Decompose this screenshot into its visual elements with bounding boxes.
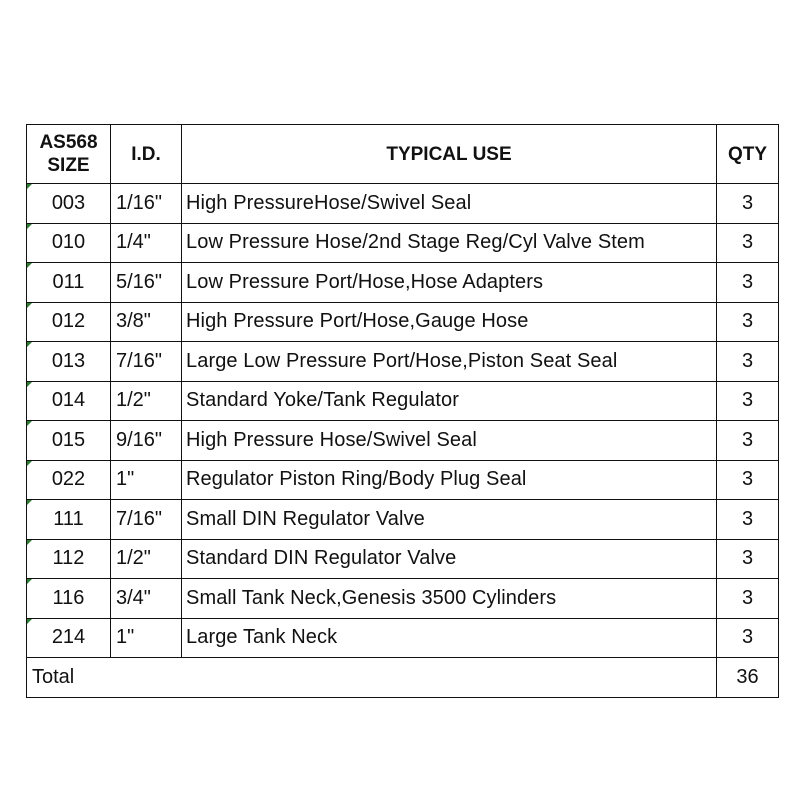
cell-size: 111 <box>27 500 111 540</box>
header-id: I.D. <box>111 125 182 184</box>
table-row <box>27 500 779 540</box>
cell-qty: 3 <box>717 460 779 500</box>
header-qty: QTY <box>717 125 779 184</box>
cell-typical-use: High Pressure Hose/Swivel Seal <box>182 421 717 461</box>
oring-size-table <box>26 124 779 698</box>
cell-qty: 3 <box>717 263 779 303</box>
cell-qty: 3 <box>717 342 779 382</box>
table-row <box>27 460 779 500</box>
cell-qty: 3 <box>717 223 779 263</box>
cell-typical-use: High Pressure Port/Hose,Gauge Hose <box>182 302 717 342</box>
table-row <box>27 263 779 303</box>
cell-size: 003 <box>27 184 111 224</box>
header-as568-size <box>27 125 111 184</box>
header-row <box>27 125 779 184</box>
cell-id: 1" <box>111 618 182 658</box>
cell-size: 214 <box>27 618 111 658</box>
cell-id: 3/4" <box>111 579 182 619</box>
cell-id: 5/16" <box>111 263 182 303</box>
cell-typical-use: Regulator Piston Ring/Body Plug Seal <box>182 460 717 500</box>
table-body <box>27 184 779 698</box>
cell-size: 012 <box>27 302 111 342</box>
cell-qty: 3 <box>717 421 779 461</box>
table-row <box>27 381 779 421</box>
cell-typical-use: Standard Yoke/Tank Regulator <box>182 381 717 421</box>
cell-id: 1" <box>111 460 182 500</box>
table-row <box>27 223 779 263</box>
cell-size: 022 <box>27 460 111 500</box>
table-row <box>27 539 779 579</box>
cell-id: 7/16" <box>111 500 182 540</box>
cell-id: 1/16" <box>111 184 182 224</box>
table-row <box>27 618 779 658</box>
cell-id: 7/16" <box>111 342 182 382</box>
header-size-line1: AS568 <box>39 132 98 153</box>
cell-typical-use: Small Tank Neck,Genesis 3500 Cylinders <box>182 579 717 619</box>
table-row <box>27 342 779 382</box>
cell-typical-use: Low Pressure Port/Hose,Hose Adapters <box>182 263 717 303</box>
cell-size: 011 <box>27 263 111 303</box>
cell-id: 1/2" <box>111 539 182 579</box>
cell-id: 9/16" <box>111 421 182 461</box>
cell-qty: 3 <box>717 381 779 421</box>
cell-qty: 3 <box>717 184 779 224</box>
cell-typical-use: High PressureHose/Swivel Seal <box>182 184 717 224</box>
cell-size: 116 <box>27 579 111 619</box>
cell-qty: 3 <box>717 579 779 619</box>
total-label: Total <box>27 658 717 698</box>
header-size-line2: SIZE <box>47 155 90 176</box>
cell-typical-use: Large Low Pressure Port/Hose,Piston Seat Seal <box>182 342 717 382</box>
total-row <box>27 658 779 698</box>
header-typical-use: TYPICAL USE <box>182 125 717 184</box>
cell-qty: 3 <box>717 618 779 658</box>
table-row <box>27 184 779 224</box>
cell-id: 1/4" <box>111 223 182 263</box>
cell-qty: 3 <box>717 539 779 579</box>
cell-id: 3/8" <box>111 302 182 342</box>
table-header <box>27 125 779 184</box>
total-qty: 36 <box>717 658 779 698</box>
table-row <box>27 579 779 619</box>
cell-size: 014 <box>27 381 111 421</box>
cell-qty: 3 <box>717 500 779 540</box>
cell-size: 013 <box>27 342 111 382</box>
cell-size: 015 <box>27 421 111 461</box>
cell-typical-use: Standard DIN Regulator Valve <box>182 539 717 579</box>
cell-size: 112 <box>27 539 111 579</box>
cell-typical-use: Low Pressure Hose/2nd Stage Reg/Cyl Valve Stem <box>182 223 717 263</box>
cell-typical-use: Small DIN Regulator Valve <box>182 500 717 540</box>
cell-size: 010 <box>27 223 111 263</box>
cell-qty: 3 <box>717 302 779 342</box>
table-row <box>27 302 779 342</box>
oring-size-table-container <box>26 124 779 698</box>
cell-typical-use: Large Tank Neck <box>182 618 717 658</box>
table-row <box>27 421 779 461</box>
cell-id: 1/2" <box>111 381 182 421</box>
